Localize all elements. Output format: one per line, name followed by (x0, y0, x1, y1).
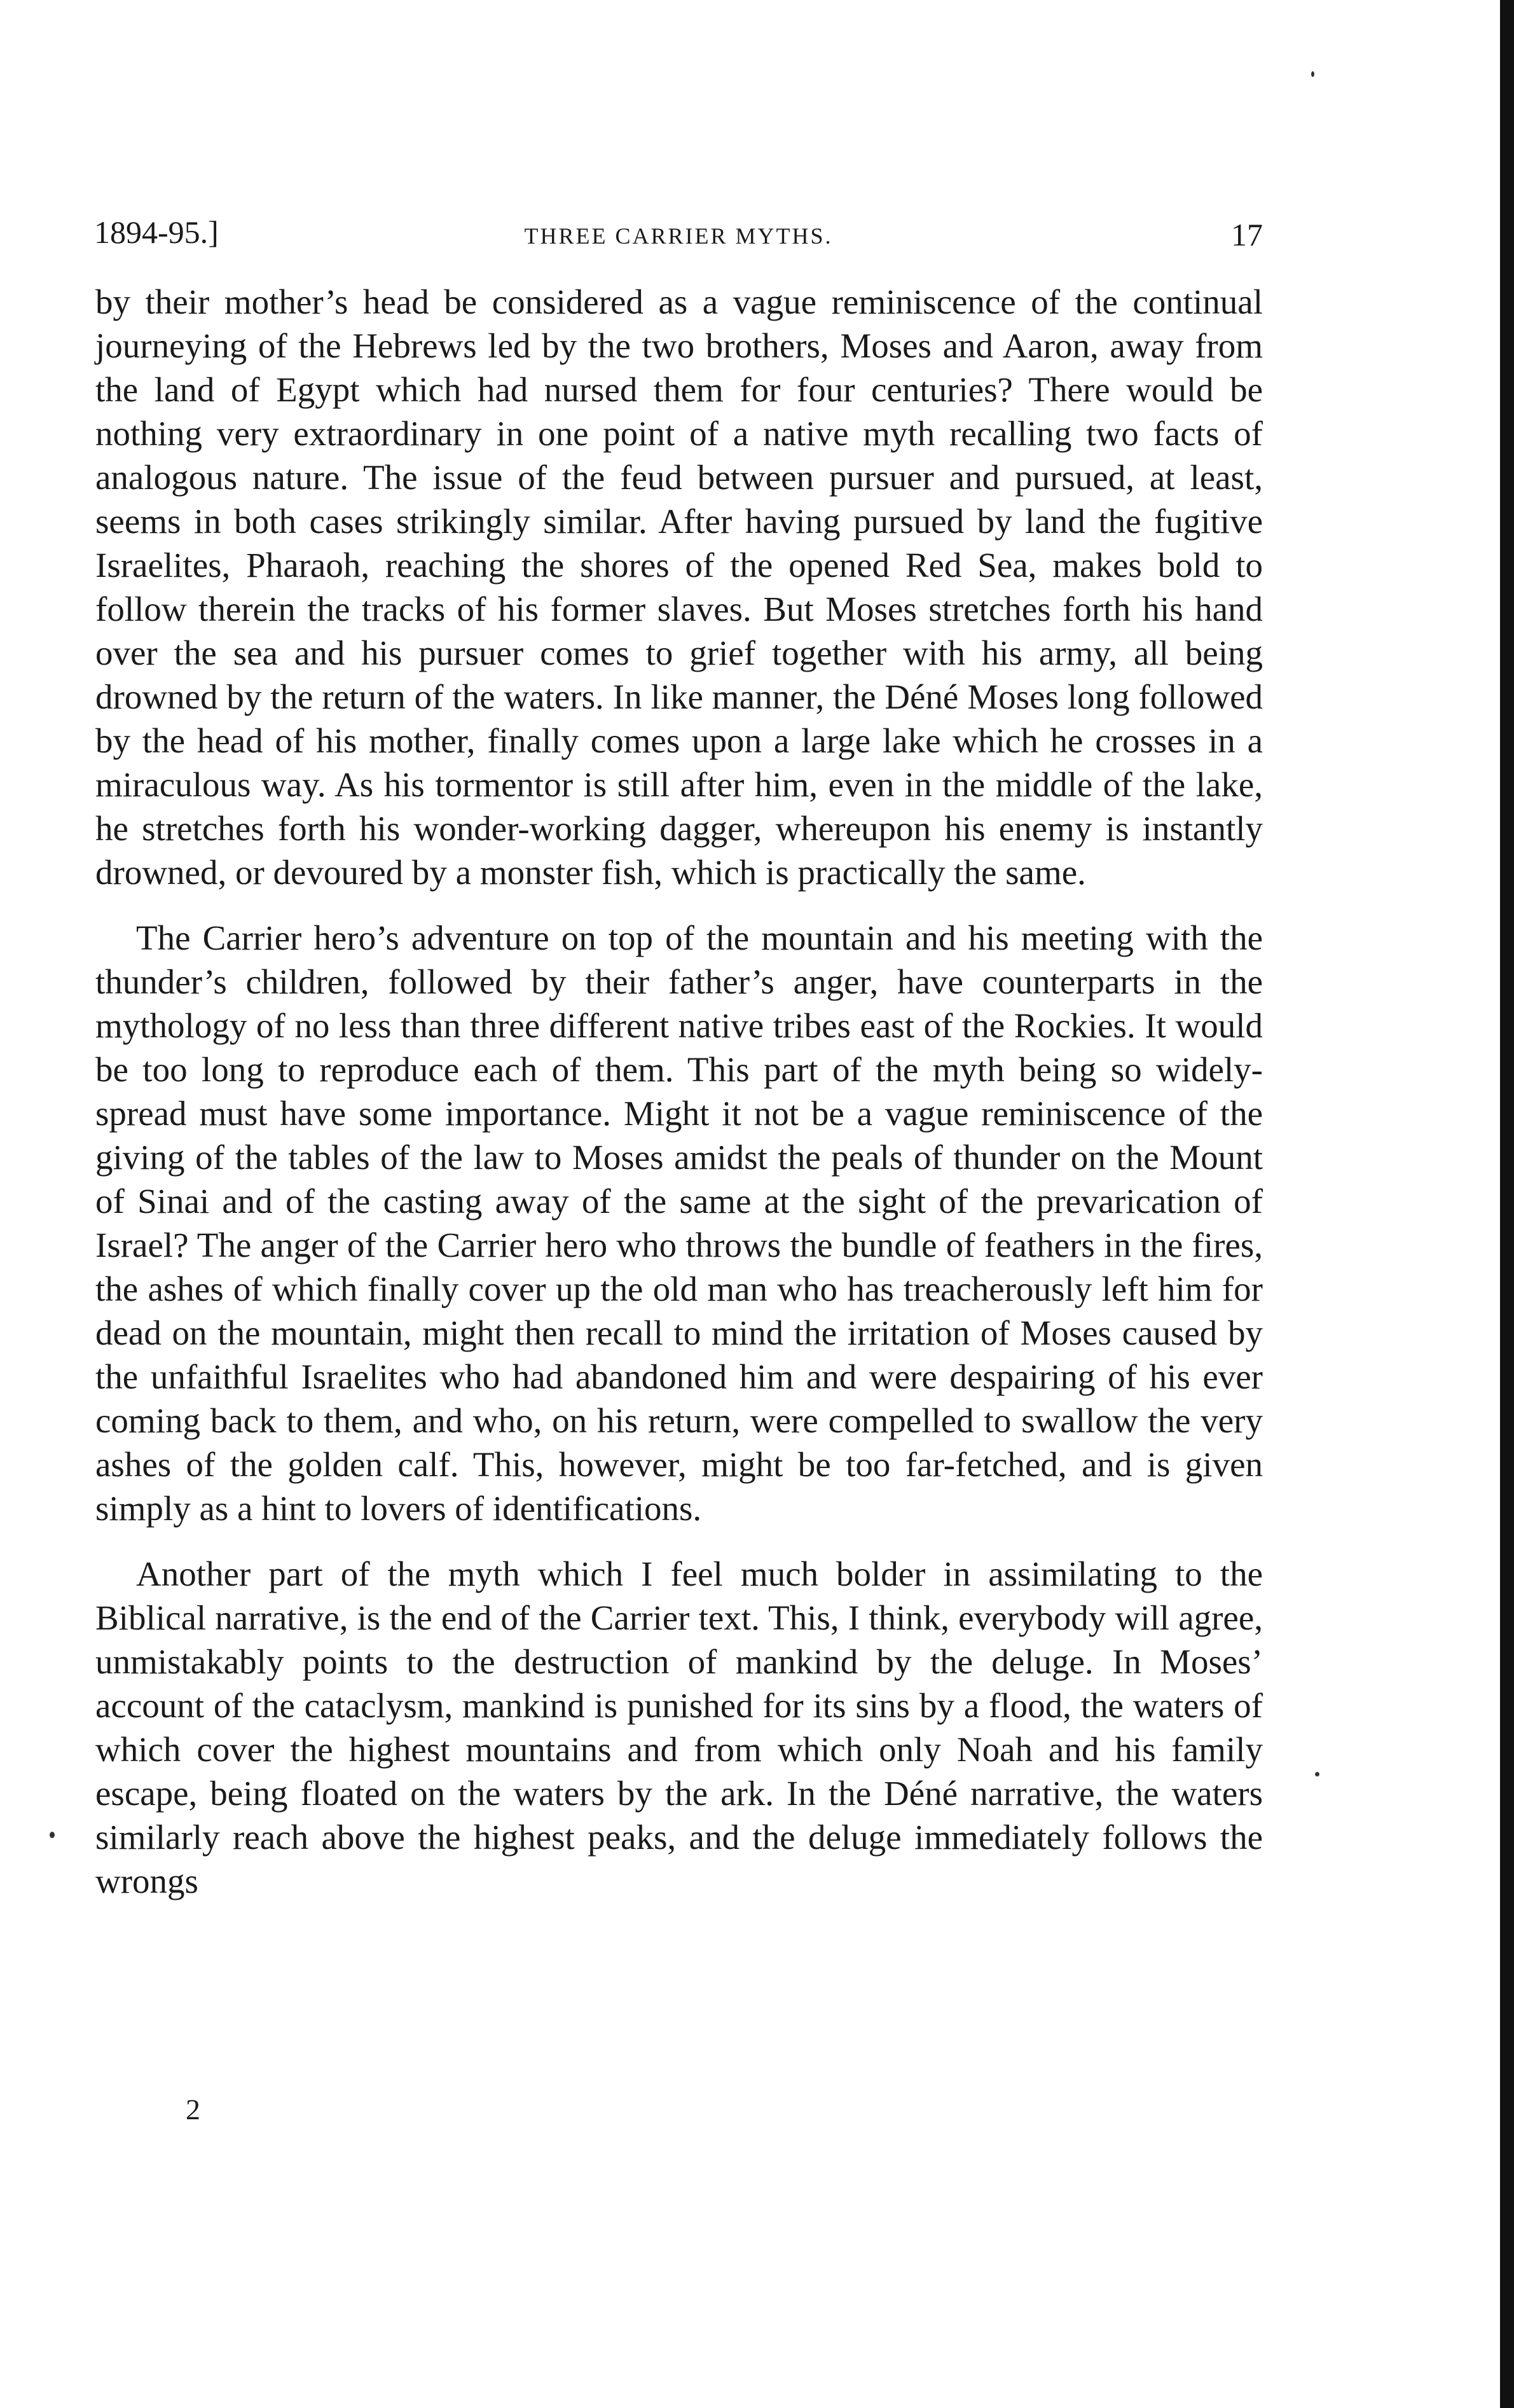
body-text (95, 280, 1263, 1925)
header-title: THREE CARRIER MYTHS. (524, 223, 833, 249)
header-year: 1894-95.] (94, 214, 219, 250)
ink-speck (1315, 1772, 1319, 1776)
ink-speck (50, 1832, 55, 1838)
ink-speck (1311, 71, 1314, 77)
signature-mark: 2 (186, 2093, 200, 2126)
paragraph-2: The Carrier hero’s adventure on top of the mountain and his meeting with the thunder’s children, followed by their father’s anger, have counterparts in the mythology of no less than three different native tribes east of the Rockies. It would be too long to reproduce each of them. This part of the myth being so widely-spread must have some importance. Might it not be a vague reminiscence of the giving of the tables of the law to Moses amidst the peals of thunder on the Mount of Sinai and of the casting away of the same at the sight of the prevarication of Israel? The anger of the Carrier hero who throws the bundle of feathers in the fires, the ashes of which finally cover up the old man who has treacherously left him for dead on the mountain, might then recall to mind the irritation of Moses caused by the unfaithful Israelites who had abandoned him and were despairing of his ever coming back to them, and who, on his return, were compelled to swallow the very ashes of the golden calf. This, however, might be too far-fetched, and is given simply as a hint to lovers of identifications. (95, 918, 1263, 1528)
page-number: 17 (1231, 217, 1263, 253)
paragraph-3: Another part of the myth which I feel much bolder in assimilating to the Biblical narrative, is the end of the Carrier text. This, I think, everybody will agree, unmistakably points to the destruction of mankind by the deluge. In Moses’ account of the cataclysm, mankind is punished for its sins by a flood, the waters of which cover the highest mountains and from which only Noah and his family escape, being floated on the waters by the ark. In the Déné narrative, the waters similarly reach above the highest peaks, and the deluge immediately follows the wrongs (95, 1554, 1263, 1900)
page-edge (1500, 0, 1514, 2408)
running-header (94, 214, 1263, 258)
paragraph-1: by their mother’s head be considered as a vague reminiscence of the continual journeying of the Hebrews led by the two brothers, Moses and Aaron, away from the land of Egypt which had nursed them for four centuries? There would be nothing very extraordinary in one point of a native myth recalling two facts of analogous nature. The issue of the feud between pursuer and pursued, at least, seems in both cases strikingly similar. After having pursued by land the fugitive Israelites, Pharaoh, reaching the shores of the opened Red Sea, makes bold to follow therein the tracks of his former slaves. But Moses stretches forth his hand over the sea and his pursuer comes to grief together with his army, all being drowned by the return of the waters. In like manner, the Déné Moses long followed by the head of his mother, finally comes upon a large lake which he crosses in a miraculous way. As his tormentor is still after him, even in the middle of the lake, he stretches forth his wonder-working dagger, whereupon his enemy is instantly drowned, or devoured by a monster fish, which is practically the same. (95, 282, 1263, 892)
